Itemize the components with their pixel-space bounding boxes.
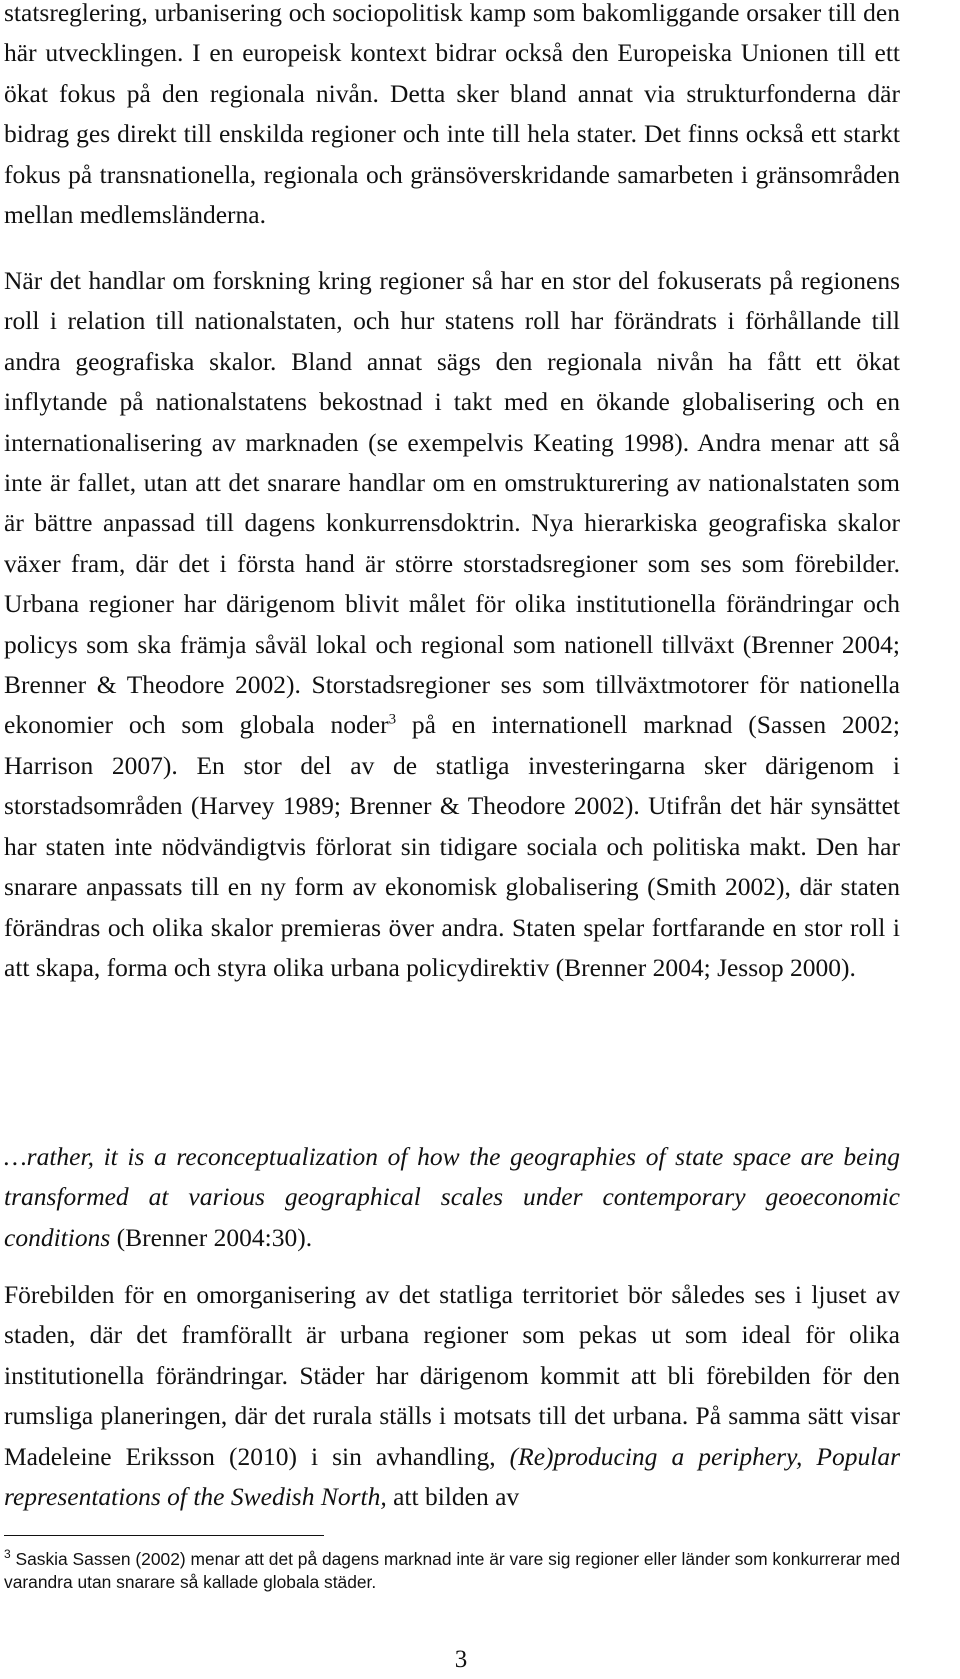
paragraph-4-text-start: Förebilden för en omorganisering av det statliga territoriet bör således ses i ljuset av staden, där det framförallt är urbana regioner som pekas ut som ideal för olika institutionella förändringar. Städer har därigenom kommit att bli förebilden för den rumsliga planeringen, där det rurala ställs i motsats till det urbana. På samma sätt visar Madeleine Eriksson (2010) i sin avhandling, (4, 1280, 900, 1471)
paragraph-1-text: statsreglering, urbanisering och sociopolitisk kamp som bakomliggande orsaker till den här utvecklingen. I en europeisk kontext bidrar också den Europeiska Unionen till ett ökat fokus på den regionala nivån. Detta sker bland annat via strukturfonderna där bidrag ges direkt till enskilda regioner och inte till hela stater. Det finns också ett starkt fokus på transnationella, regionala och gränsöverskridande samarbeten i gränsområden mellan medlemsländerna. (4, 0, 900, 230)
paragraph-4 (4, 1275, 900, 1517)
footnote-reference[interactable]: 3 (388, 711, 397, 728)
paragraph-1 (4, 0, 900, 235)
page-number-text: 3 (454, 1646, 468, 1673)
quote-text: …rather, it is a reconceptualization of how the geographies of state space are being transformed at various geographical scales under contemporary geoeconomic conditions (4, 1142, 900, 1252)
page-number (0, 1645, 960, 1675)
quote-citation: (Brenner 2004:30). (110, 1222, 313, 1252)
paragraph-2-text-start: När det handlar om forskning kring regioner så har en stor del fokuserats på regionens roll i relation till nationalstaten, och hur statens roll har förändrats i förhållande till andra geografiska skalor. Bland annat sägs den regionala nivån ha fått ett ökat inflytande på nationalstatens bekostnad i takt med en ökande globalisering och en internationalisering av marknaden (se exempelvis Keating 1998). Andra menar att så inte är fallet, utan att det snarare handlar om en omstrukturering av nationalstaten som är bättre anpassad till dagens konkurrensdoktrin. Nya hierarkiska geografiska skalor växer fram, där det i första hand är större storstadsregioner som ses som förebilder. Urbana regioner har därigenom blivit målet för olika institutionella förändringar och policys som ska främja såväl lokal och regional som nationell tillväxt (Brenner 2004; Brenner & Theodore 2002). Storstadsregioner ses som tillväxtmotorer för nationella ekonomier och som globala noder (4, 266, 900, 740)
footnote-marker: 3 (4, 1547, 11, 1562)
block-quote (4, 1137, 900, 1258)
footnote (4, 1548, 904, 1594)
paragraph-2 (4, 261, 900, 988)
paragraph-4-text-end: att bilden av (386, 1482, 520, 1512)
cited-work-title: (Re)producing a periphery, Popular representations of the Swedish North, (4, 1441, 900, 1512)
footnote-text: Saskia Sassen (2002) menar att det på dagens marknad inte är vare sig regioner eller länder som konkurrerar med varandra utan snarare så kallade globala städer. (4, 1549, 900, 1592)
footnote-divider (4, 1535, 324, 1536)
paragraph-2-text-end: på en internationell marknad (Sassen 2002; Harrison 2007). En stor del av de statliga investeringarna sker därigenom i storstadsområden (Harvey 1989; Brenner & Theodore 2002). Utifrån det här synsättet har staten inte nödvändigtvis förlorat sin tidigare sociala och politiska makt. Den har snarare anpassats till en ny form av ekonomisk globalisering (Smith 2002), där staten förändras och olika skalor premieras över andra. Staten spelar fortfarande en stor roll i att skapa, forma och styra olika urbana policydirektiv (Brenner 2004; Jessop 2000). (4, 710, 900, 982)
